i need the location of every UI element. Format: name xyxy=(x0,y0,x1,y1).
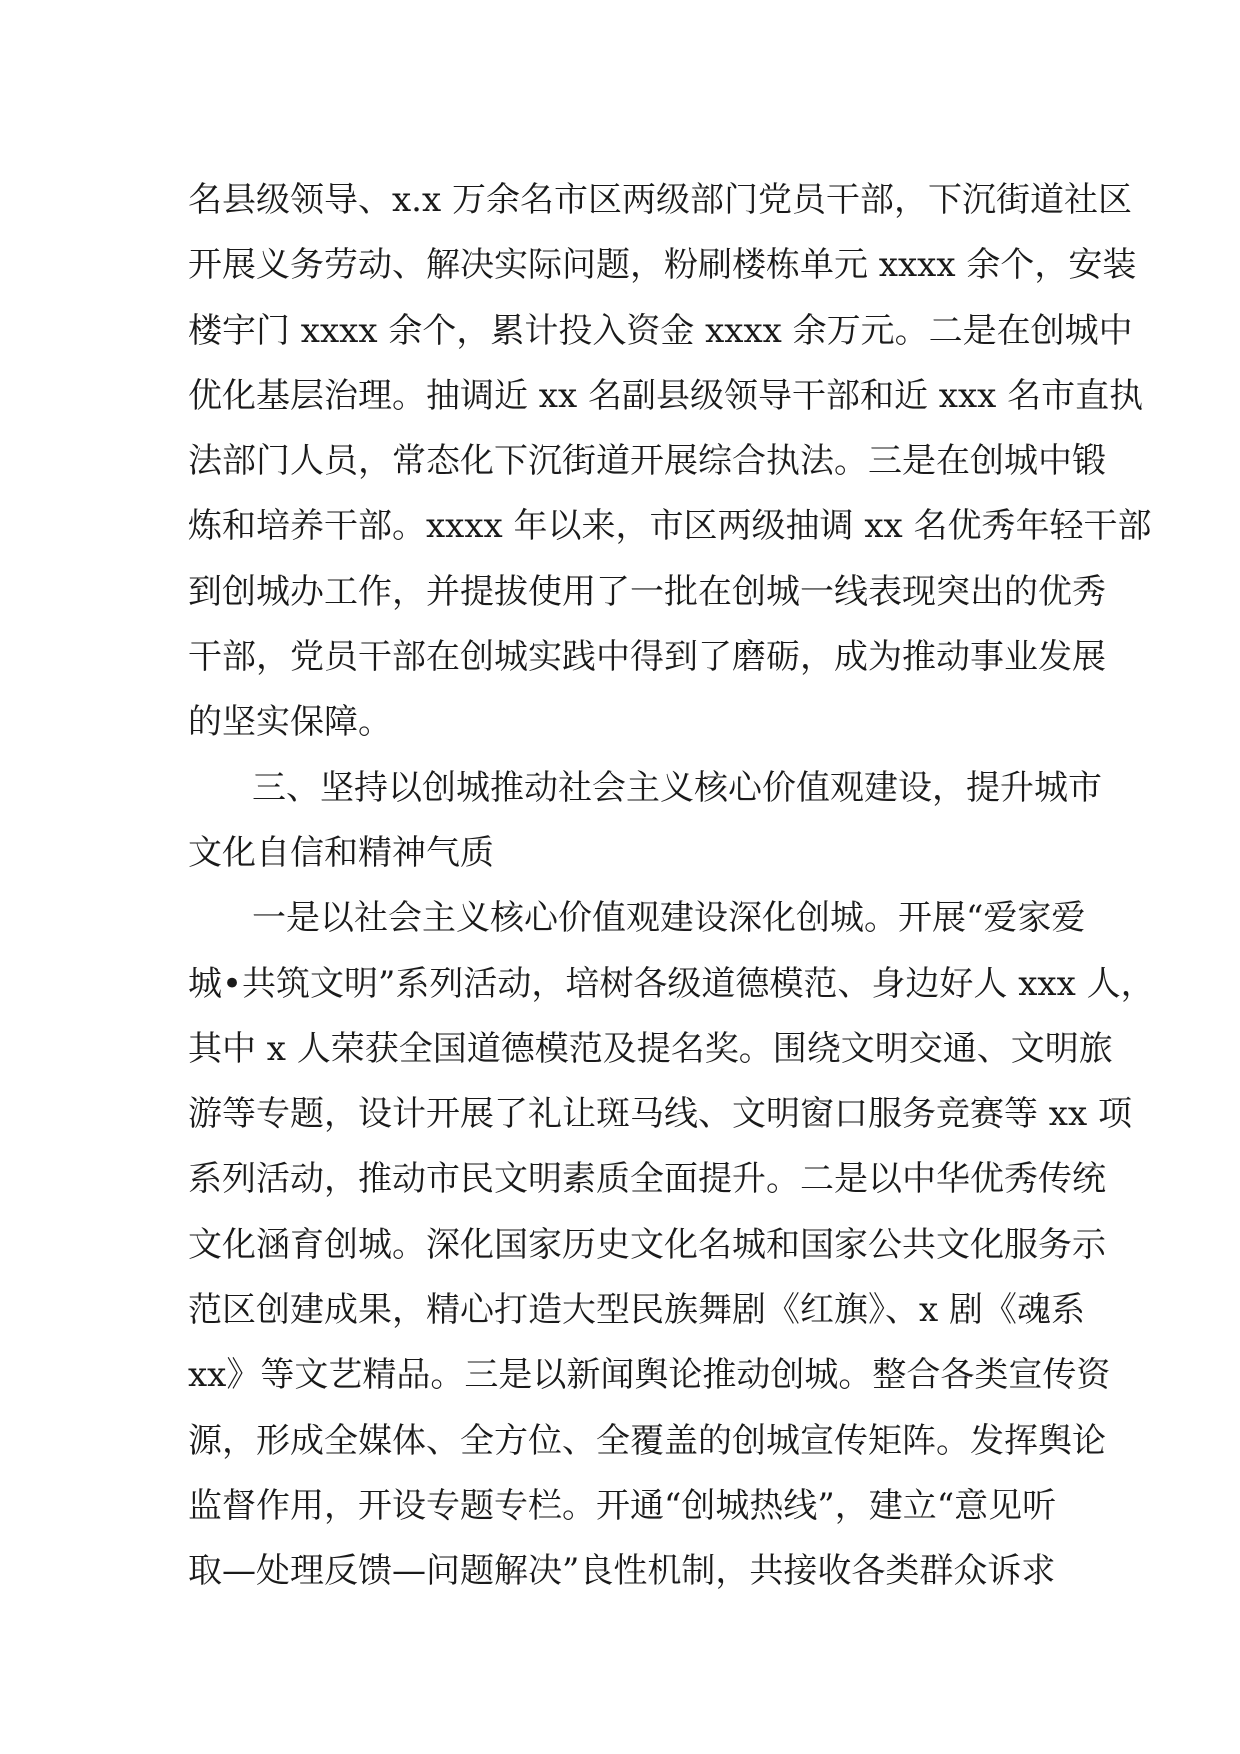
text-line: 名县级领导、x.x 万余名市区两级部门党员干部，下沉街道社区 xyxy=(188,180,1132,220)
text-line: 系列活动，推动市民文明素质全面提升。二是以中华优秀传统 xyxy=(188,1159,1106,1200)
text-line: 其中 x 人荣获全国道德模范及提名奖。围绕文明交通、文明旅 xyxy=(188,1028,1113,1069)
text-line: 取—处理反馈—问题解决”良性机制，共接收各类群众诉求 xyxy=(188,1551,1056,1592)
text-line: 源，形成全媒体、全方位、全覆盖的创城宣传矩阵。发挥舆论 xyxy=(188,1420,1106,1461)
text-line: 开展义务劳动、解决实际问题，粉刷楼栋单元 xxxx 余个，安装 xyxy=(188,245,1137,286)
text-line: 范区创建成果，精心打造大型民族舞剧《红旗》、x 剧《魂系 xyxy=(188,1290,1085,1331)
text-line: 楼宇门 xxxx 余个，累计投入资金 xxxx 余万元。二是在创城中 xyxy=(188,310,1133,351)
text-line: 一是以社会主义核心价值观建设深化创城。开展“爱家爱 xyxy=(252,898,1086,939)
text-line: 游等专题，设计开展了礼让斑马线、文明窗口服务竞赛等 xx 项 xyxy=(188,1094,1132,1135)
heading-line: 三、坚持以创城推动社会主义核心价值观建设，提升城市 xyxy=(252,767,1102,808)
paragraph-party-cadres xyxy=(188,168,1152,756)
text-line: 优化基层治理。抽调近 xx 名副县级领导干部和近 xxx 名市直执 xyxy=(188,375,1144,416)
text-line: 城•共筑文明”系列活动，培树各级道德模范、身边好人 xxx 人， xyxy=(188,963,1155,1004)
text-line: 法部门人员，常态化下沉街道开展综合执法。三是在创城中锻 xyxy=(188,441,1106,482)
paragraph-core-values xyxy=(188,886,1155,1604)
text-line: 文化涵育创城。深化国家历史文化名城和国家公共文化服务示 xyxy=(188,1224,1106,1265)
text-line: 监督作用，开设专题专栏。开通“创城热线”，建立“意见听 xyxy=(188,1485,1057,1526)
text-line: 炼和培养干部。xxxx 年以来，市区两级抽调 xx 名优秀年轻干部 xyxy=(188,506,1152,547)
text-line: 的坚实保障。 xyxy=(188,702,392,743)
document-body xyxy=(188,168,1155,1605)
text-line: 到创城办工作，并提拔使用了一批在创城一线表现突出的优秀 xyxy=(188,571,1106,612)
text-line: 干部，党员干部在创城实践中得到了磨砺，成为推动事业发展 xyxy=(188,637,1106,678)
heading-line: 文化自信和精神气质 xyxy=(188,832,494,873)
section-heading-3 xyxy=(188,756,1102,887)
text-line: xx》等文艺精品。三是以新闻舆论推动创城。整合各类宣传资 xyxy=(188,1355,1111,1396)
